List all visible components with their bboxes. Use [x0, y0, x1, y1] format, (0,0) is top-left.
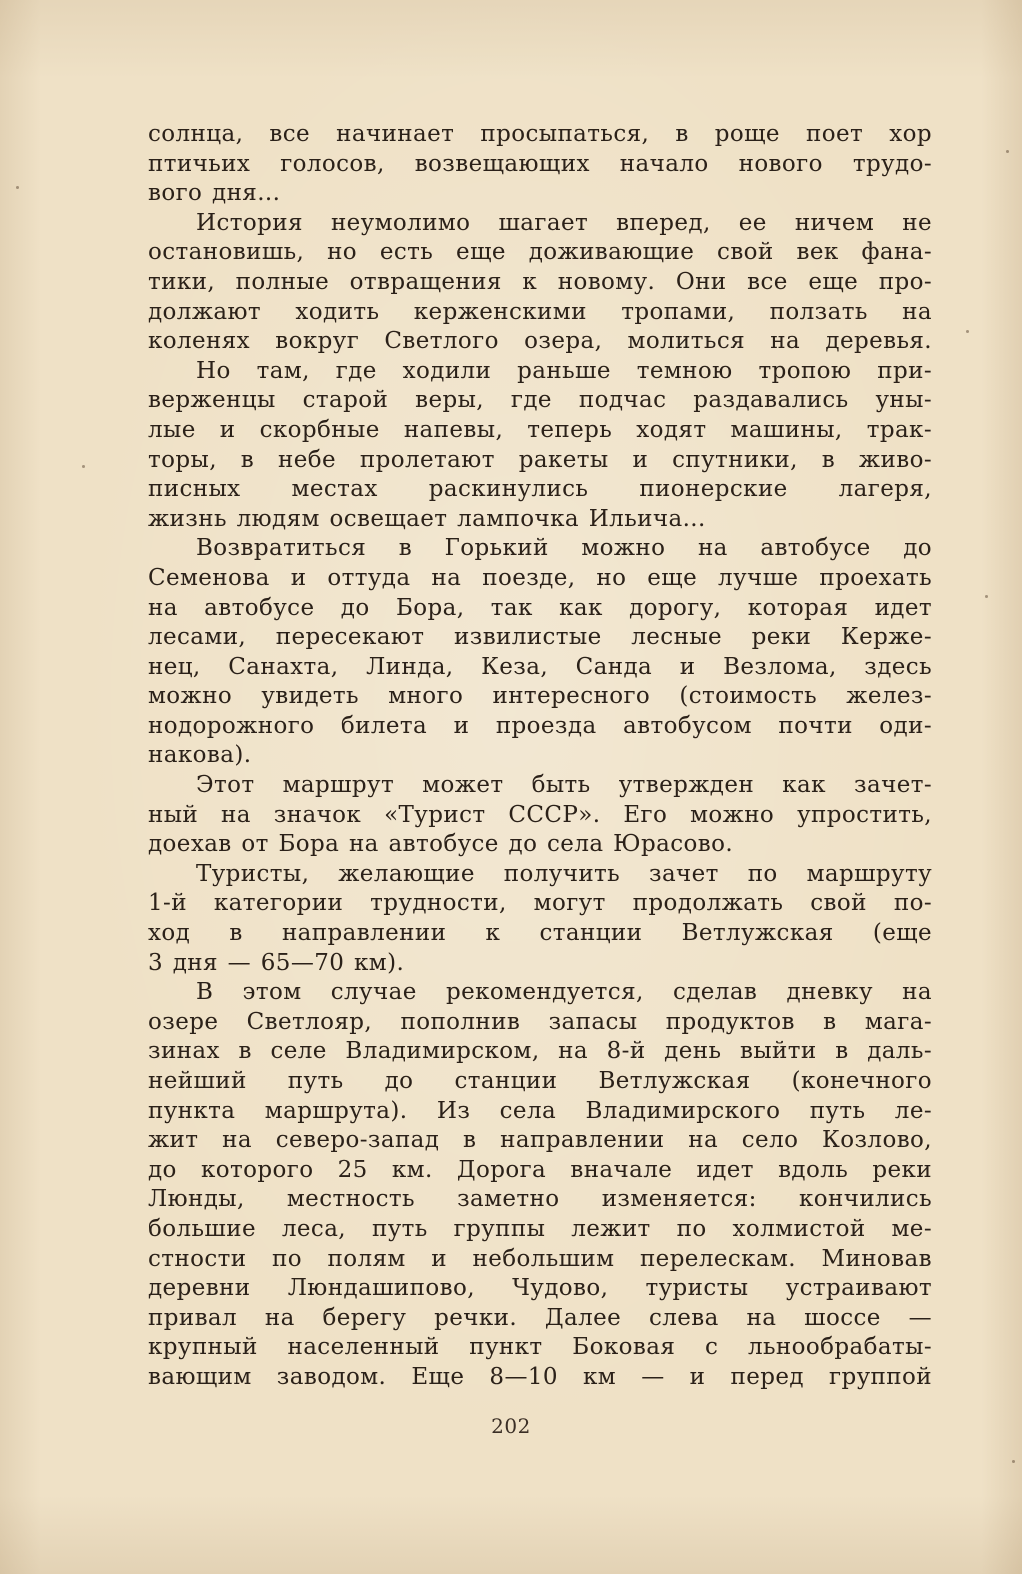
- text-line: В этом случае рекомендуется, сделав дневку на: [196, 979, 932, 1006]
- text-line: ход в направлении к станции Ветлужская (еще: [148, 920, 932, 947]
- text-line: нейший путь до станции Ветлужская (конечного: [148, 1068, 932, 1094]
- text-line: Но там, где ходили раньше темною тропою при-: [196, 357, 932, 384]
- text-line: 3 дня — 65—70 км).: [148, 949, 405, 976]
- text-line: Возвратиться в Горький можно на автобусе до: [196, 535, 932, 562]
- paper-speck: [985, 595, 988, 598]
- text-line: Туристы, желающие получить зачет по маршруту: [196, 860, 932, 887]
- text-line: тики, полные отвращения к новому. Они все еще про-: [148, 268, 932, 295]
- text-line: нодорожного билета и проезда автобусом почти оди-: [148, 712, 932, 739]
- text-line: 1-й категории трудности, могут продолжать свой по-: [148, 890, 932, 917]
- text-line: вого дня...: [148, 180, 281, 207]
- text-line: пункта маршрута). Из села Владимирского путь ле-: [148, 1097, 932, 1124]
- text-line: крупный населенный пункт Боковая с льнообрабаты-: [148, 1334, 932, 1361]
- text-line: История неумолимо шагает вперед, ее ничем не: [196, 209, 932, 236]
- text-line: доехав от Бора на автобусе до села Юрасово.: [148, 831, 734, 858]
- page-number: 202: [491, 1414, 531, 1438]
- text-line: накова).: [148, 742, 252, 769]
- text-line: озере Светлояр, пополнив запасы продуктов в мага-: [148, 1008, 932, 1035]
- text-line: вающим заводом. Еще 8—10 км — и перед группой: [148, 1363, 932, 1390]
- paper-speck: [1006, 150, 1009, 153]
- paper-speck: [1012, 1460, 1015, 1463]
- text-line: нец, Санахта, Линда, Кеза, Санда и Везлома, здесь: [148, 653, 932, 680]
- paper-speck: [82, 465, 85, 468]
- text-line: Семенова и оттуда на поезде, но еще лучше проехать: [148, 564, 932, 591]
- text-line: на автобусе до Бора, так как дорогу, которая идет: [148, 594, 932, 621]
- text-line: лые и скорбные напевы, теперь ходят машины, трак-: [148, 416, 932, 443]
- text-line: зинах в селе Владимирском, на 8-й день выйти в даль-: [148, 1038, 932, 1065]
- text-line: писных местах раскинулись пионерские лагеря,: [148, 476, 932, 503]
- text-line: Этот маршрут может быть утвержден как зачет-: [196, 772, 932, 799]
- text-line: жизнь людям освещает лампочка Ильича...: [148, 505, 706, 532]
- text-line: можно увидеть много интересного (стоимость желез-: [148, 683, 932, 710]
- text-line: птичьих голосов, возвещающих начало нового трудо-: [148, 150, 932, 177]
- body-text: [148, 120, 932, 1393]
- text-line: до которого 25 км. Дорога вначале идет вдоль реки: [148, 1156, 932, 1183]
- text-line: большие леса, путь группы лежит по холмистой ме-: [148, 1215, 932, 1242]
- text-line: жит на северо-запад в направлении на село Козлово,: [148, 1127, 932, 1154]
- text-line: лесами, пересекают извилистые лесные реки Керже-: [148, 624, 932, 651]
- text-line: деревни Люндашипово, Чудово, туристы устраивают: [148, 1275, 932, 1302]
- text-line: должают ходить керженскими тропами, ползать на: [148, 298, 932, 325]
- text-line: остановишь, но есть еще доживающие свой век фана-: [148, 239, 932, 266]
- text-line: привал на берегу речки. Далее слева на шоссе —: [148, 1304, 932, 1331]
- text-line: ный на значок «Турист СССР». Его можно упростить,: [148, 801, 932, 828]
- paper-speck: [966, 330, 969, 333]
- text-line: стности по полям и небольшим перелескам. Миновав: [148, 1245, 932, 1272]
- text-line: коленях вокруг Светлого озера, молиться на деревья.: [148, 328, 932, 355]
- text-line: верженцы старой веры, где подчас раздавались уны-: [148, 387, 932, 414]
- text-line: торы, в небе пролетают ракеты и спутники, в живо-: [148, 446, 932, 473]
- text-line: Люнды, местность заметно изменяется: кончились: [148, 1186, 932, 1213]
- text-line: солнца, все начинает просыпаться, в роще поет хор: [148, 121, 932, 147]
- paper-speck: [16, 186, 19, 189]
